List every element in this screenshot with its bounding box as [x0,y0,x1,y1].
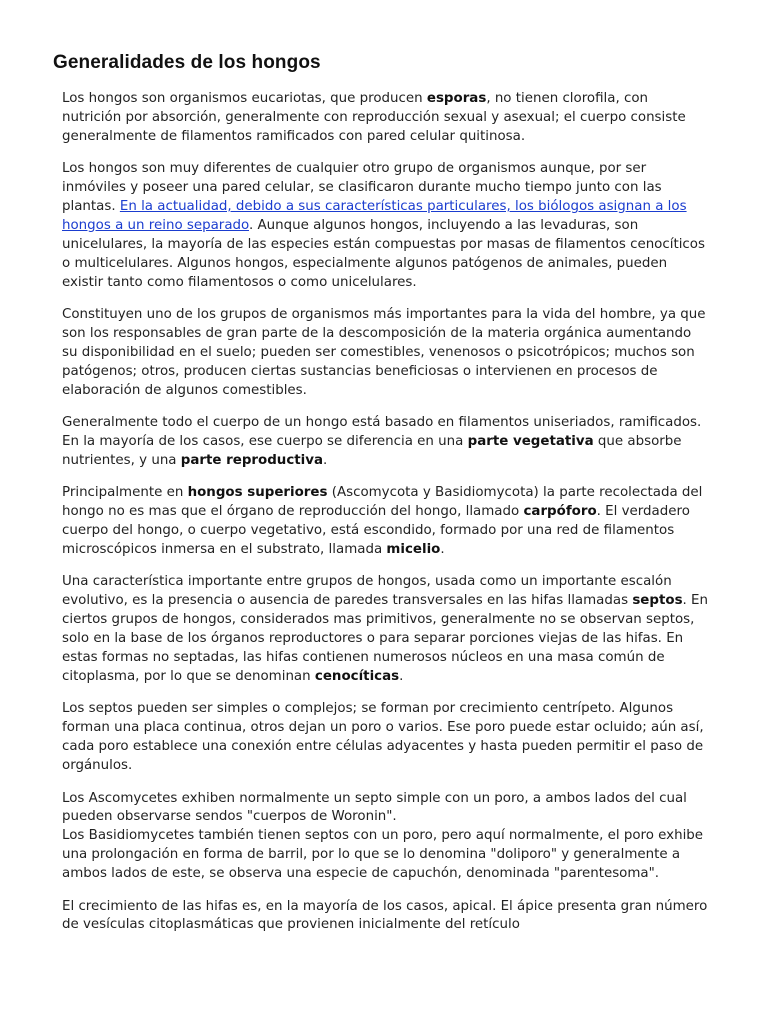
paragraph-7 [62,700,710,776]
page-title: Generalidades de los hongos [53,52,321,73]
inline-link[interactable]: En la actualidad, debido a sus características particulares, los biólogos asignan a los hongos a un reino separado [62,199,687,233]
paragraph-text: Constituyen uno de los grupos de organismos más importantes para la vida del hombre, ya que son los responsables de gran parte de la descomposición de la materia orgánica aumentando su disponibilidad en el suelo; pueden ser comestibles, venenosos o psicotrópicos; muchos son patógenos; otros, producen ciertas sustancias beneficiosas o intervienen en procesos de elaboración de algunos comestibles. [62,307,706,398]
paragraph-text: que absorbe nutrientes, y una [62,434,682,468]
paragraph-text: . [399,668,404,684]
bold-term: cenocíticas [314,668,400,684]
paragraph-text: . El verdadero cuerpo del hongo, o cuerpo vegetativo, está escondido, formado por una red de filamentos microscópicos inmersa en el substrato, llamada [62,504,690,558]
paragraph-text: . [323,452,328,468]
paragraph-3 [62,306,710,401]
paragraph-text: Los hongos son organismos eucariotas, que producen [62,91,427,106]
paragraph-text: . En ciertos grupos de hongos, considerados mas primitivos, generalmente no se observan septos, solo en la base de los órganos reproductores o para separar porciones viejas de las hifas. En estas formas no septadas, las hifas contienen numerosos núcleos en una masa común de citoplasma, por lo que se denominan [62,593,709,684]
paragraph-text: . [440,542,445,558]
paragraph-2 [62,160,710,292]
paragraph-text: Una característica importante entre grupos de hongos, usada como un importante escalón evolutivo, es la presencia o ausencia de paredes transversales en las hifas llamadas [62,574,672,609]
paragraph-1 [62,90,710,147]
paragraph-text: . Aunque algunos hongos, incluyendo a las levaduras, son unicelulares, la mayoría de las especies están compuestas por masas de filamentos cenocíticos o multicelulares. Algunos hongos, especialmente algunos patógenos de animales, pueden existir tanto como filamentosos o como unicelulares. [62,217,705,290]
bold-term: parte reproductiva [180,452,324,468]
bold-term: carpóforo [523,504,597,520]
paragraph-text: Los septos pueden ser simples o complejos; se forman por crecimiento centrípeto. Algunos forman una placa continua, otros dejan un poro o varios. Ese poro puede estar ocluido; aún así, cada poro establece una conexión entre células adyacentes y hasta pueden permitir el paso de orgánulos. [62,701,704,774]
paragraph-text: El crecimiento de las hifas es, en la mayoría de los casos, apical. El ápice presenta gran número de vesículas citoplasmáticas que provienen inicialmente del retículo [62,898,708,933]
document-body [62,90,710,949]
bold-term: parte vegetativa [467,434,594,449]
paragraph-text: Generalmente todo el cuerpo de un hongo está basado en filamentos uniseriados, ramificados. En la mayoría de los casos, ese cuerpo se diferencia en una [62,415,702,449]
bold-term: esporas [426,91,487,106]
paragraph-8 [62,790,710,885]
paragraph-text: Principalmente en [62,485,188,501]
paragraph-5 [62,484,710,560]
paragraph-4 [62,414,710,471]
paragraph-9 [62,898,710,936]
paragraph-text: Los hongos son muy diferentes de cualquier otro grupo de organismos aunque, por ser inmóviles y poseer una pared celular, se clasificaron durante mucho tiempo junto con las plantas. [62,161,662,215]
bold-term: hongos superiores [187,485,328,501]
bold-term: micelio [386,542,441,558]
paragraph-text: , no tienen clorofila, con nutrición por absorción, generalmente con reproducción sexual y asexual; el cuerpo consiste generalmente de filamentos ramificados con pared celular quitinosa. [62,91,686,144]
paragraph-text: Los Ascomycetes exhiben normalmente un septo simple con un poro, a ambos lados del cual pueden observarse sendos "cuerpos de Woronin". [62,790,687,825]
paragraph-text: Los Basidiomycetes también tienen septos con un poro, pero aquí normalmente, el poro exhibe una prolongación en forma de barril, por lo que se lo denomina "doliporo" y generalmente a ambos lados de este, se observa una especie de capuchón, denominada "parentesoma". [62,828,704,882]
paragraph-text: (Ascomycota y Basidiomycota) la parte recolectada del hongo no es mas que el órgano de reproducción del hongo, llamado [62,485,703,520]
paragraph-6 [62,573,710,686]
bold-term: septos [632,593,683,609]
